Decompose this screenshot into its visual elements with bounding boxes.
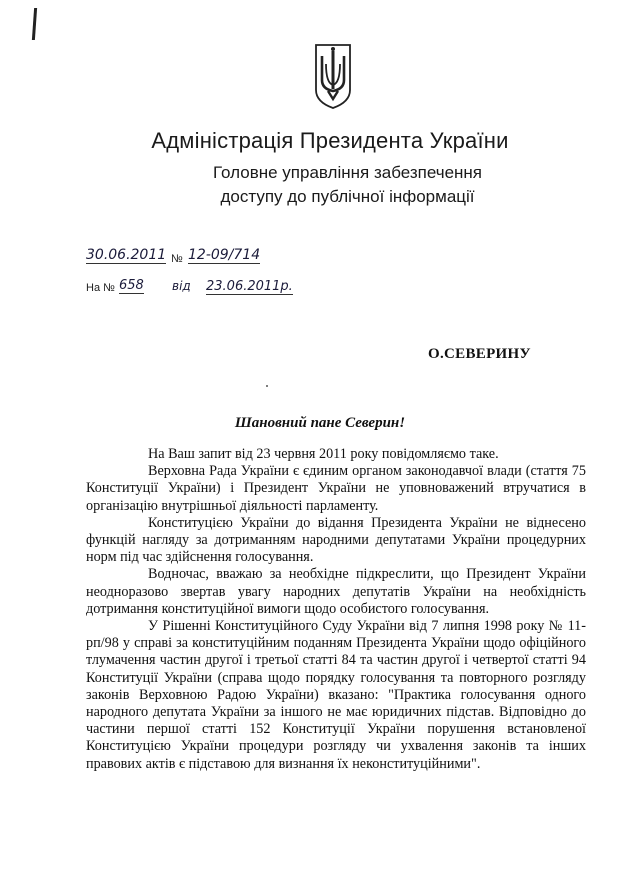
reference-from-label: від	[172, 279, 191, 293]
addressee: О.СЕВЕРИНУ	[428, 346, 531, 362]
reference-label: На №	[86, 282, 115, 294]
body-paragraph: Конституцією України до відання Президента України не віднесено функцій нагляду за дотриманням народними депутатами України процедурних норм під час здійснення голосування.	[86, 514, 586, 566]
reference-date: 23.06.2011р.	[206, 279, 293, 294]
salutation: Шановний пане Северин!	[234, 415, 406, 431]
outgoing-date: 30.06.2011	[86, 247, 167, 263]
trident-coat-of-arms-icon	[313, 42, 353, 110]
handwritten-mark	[32, 8, 37, 40]
body-paragraph: На Ваш запит від 23 червня 2011 року повідомляємо таке.	[148, 446, 499, 462]
outgoing-number: 12-09/714	[188, 247, 261, 263]
number-label: №	[171, 253, 183, 265]
body-paragraph: Верховна Рада України є єдиним органом законодавчої влади (стаття 75 Конституції України) і Президент України не уповноважений втручатися в організацію внутрішньої діяльності парламенту.	[86, 463, 586, 514]
body-paragraph: У Рішенні Конституційного Суду України від 7 липня 1998 року № 11-рп/98 у справі за конституційним поданням Президента України щодо офіційного тлумачення частин другої і третьої статті 84 та частин другої і четвертої статті 94 Конституції України (справа щодо порядку голосування та повторного розгляду законів Верховною Радою України) вказано: "Практика голосування одного народного депутата України за іншого не має юридичних підстав. Відповідно до частини першої статті 152 Конституції України порушення встановленої Конституцією України процедури розгляду чи ухвалення законів та інших правових актів є підставою для визнання їх неконституційними".	[86, 618, 586, 772]
department-line-1: Головне управління забезпечення	[212, 163, 483, 182]
scan-speck	[266, 385, 268, 387]
department-line-2: доступу до публічної інформації	[220, 187, 475, 206]
body-paragraph: Водночас, вважаю за необхідне підкреслити, що Президент України неодноразово звертав увагу народних депутатів України на необхідність дотримання конституційної вимоги щодо особистого голосування.	[86, 566, 586, 617]
letter-body	[86, 446, 586, 773]
reference-number: 658	[119, 278, 144, 293]
organization-title: Адміністрація Президента України	[151, 128, 509, 153]
